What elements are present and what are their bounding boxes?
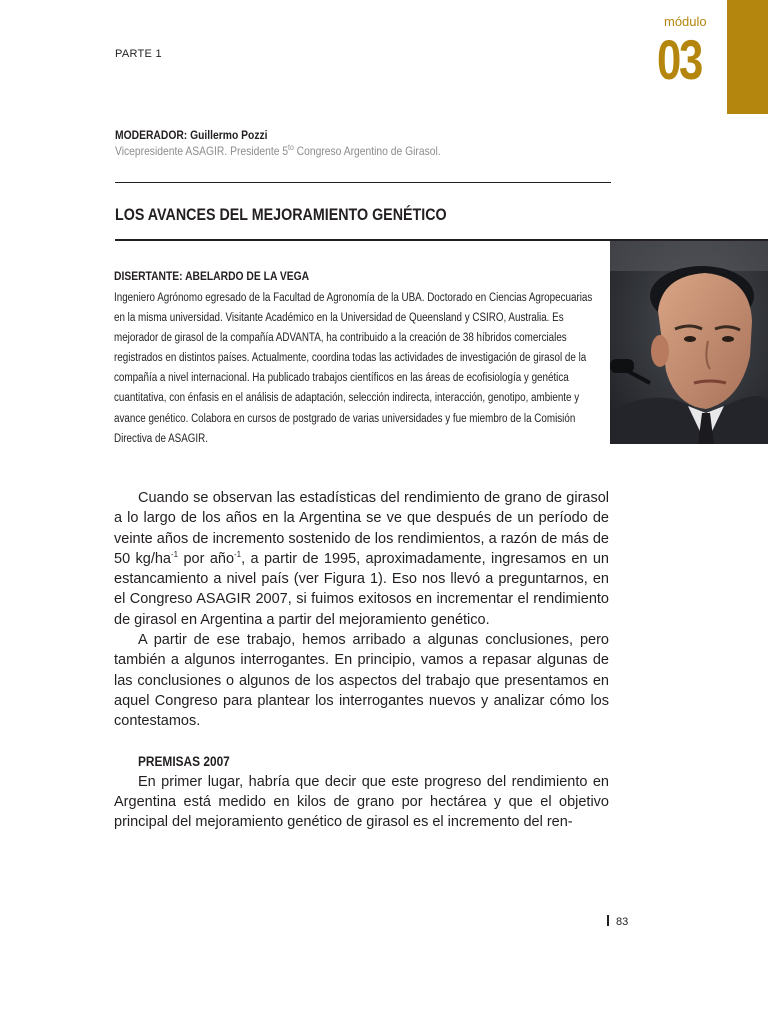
paragraph-1-part-b: por año <box>178 550 235 567</box>
paragraph-2: A partir de ese trabajo, hemos arribado a algunas conclusiones, pero también a algunos interrogantes. En principio, vamos a repasar algunas de las conclusiones o algunos de los aspectos del trabajo que presentamos en aquel Congreso para plantear los interrogantes nuevos y analizar cómo los contestamos. <box>114 632 609 730</box>
module-color-tab <box>727 0 768 114</box>
speaker-bio: Ingeniero Agrónomo egresado de la Facultad de Agronomía de la UBA. Doctorado en Ciencias Agropecuarias en la misma universidad. Visitante Académico en la Universidad de Queensland y CSIRO, Australia. Es mejorador de girasol de la compañía ADVANTA, ha contribuido a la creación de 38 híbridos comerciales registrados en distintos países. Actualmente, coordina todas las actividades de investigación de girasol de la compañía a nivel internacional. Ha publicado trabajos científicos en las áreas de ecofisiología y genética cuantitativa, con énfasis en el análisis de adaptación, selección indirecta, interacción, genotipo, ambiente y avance genético. Colabora en cursos de postgrado de varias universidades y fue miembro de la Comisión Directiva de ASAGIR. <box>114 292 593 445</box>
part-label: PARTE 1 <box>115 48 162 60</box>
speaker-label: DISERTANTE: ABELARDO DE LA VEGA <box>114 269 310 283</box>
speaker-block <box>114 268 694 449</box>
moderator-role <box>115 143 545 160</box>
moderator-role-text: Vicepresidente ASAGIR. Presidente 5 <box>115 144 289 158</box>
module-label: módulo <box>664 14 707 29</box>
module-number: 03 <box>657 28 701 91</box>
moderator-role-text-end: Congreso Argentino de Girasol. <box>293 144 441 158</box>
paragraph-1-part-c: , a partir de 1995, aproximadamente, ingresamos en un estancamiento a nivel país (ver Figura 1). Eso nos llevó a preguntarnos, en el Congreso ASAGIR 2007, si fuimos exitosos en incrementar el rendimiento de girasol en Argentina a partir del mejoramiento genético. <box>114 550 609 628</box>
paragraph-1-part-a: Cuando se observan las estadísticas del rendimiento de grano de girasol a lo largo de los años en la Argentina se ve que después de un período de veinte años de incremento sostenido de los rendimientos, a razón de más de 50 kg/ha <box>114 490 609 567</box>
subheading-premisas: PREMISAS 2007 <box>138 753 230 769</box>
page-number-text: 83 <box>616 916 629 928</box>
superscript-1: -1 <box>170 550 179 560</box>
moderator-role-sup: to <box>288 143 294 152</box>
page-number-bar <box>607 915 609 926</box>
moderator-name: MODERADOR: Guillermo Pozzi <box>115 128 268 142</box>
page-number <box>607 915 628 928</box>
divider-thin <box>115 182 611 183</box>
superscript-2: -1 <box>234 550 242 560</box>
moderator-block <box>115 127 615 160</box>
article-body <box>114 488 609 832</box>
paragraph-3: En primer lugar, habría que decir que este progreso del rendimiento en Argentina está medido en kilos de grano por hectárea y que el objetivo principal del mejoramiento genético de girasol es el incremento del ren- <box>114 773 609 831</box>
paragraph-1 <box>114 488 609 630</box>
section-title: LOS AVANCES DEL MEJORAMIENTO GENÉTICO <box>115 205 447 224</box>
